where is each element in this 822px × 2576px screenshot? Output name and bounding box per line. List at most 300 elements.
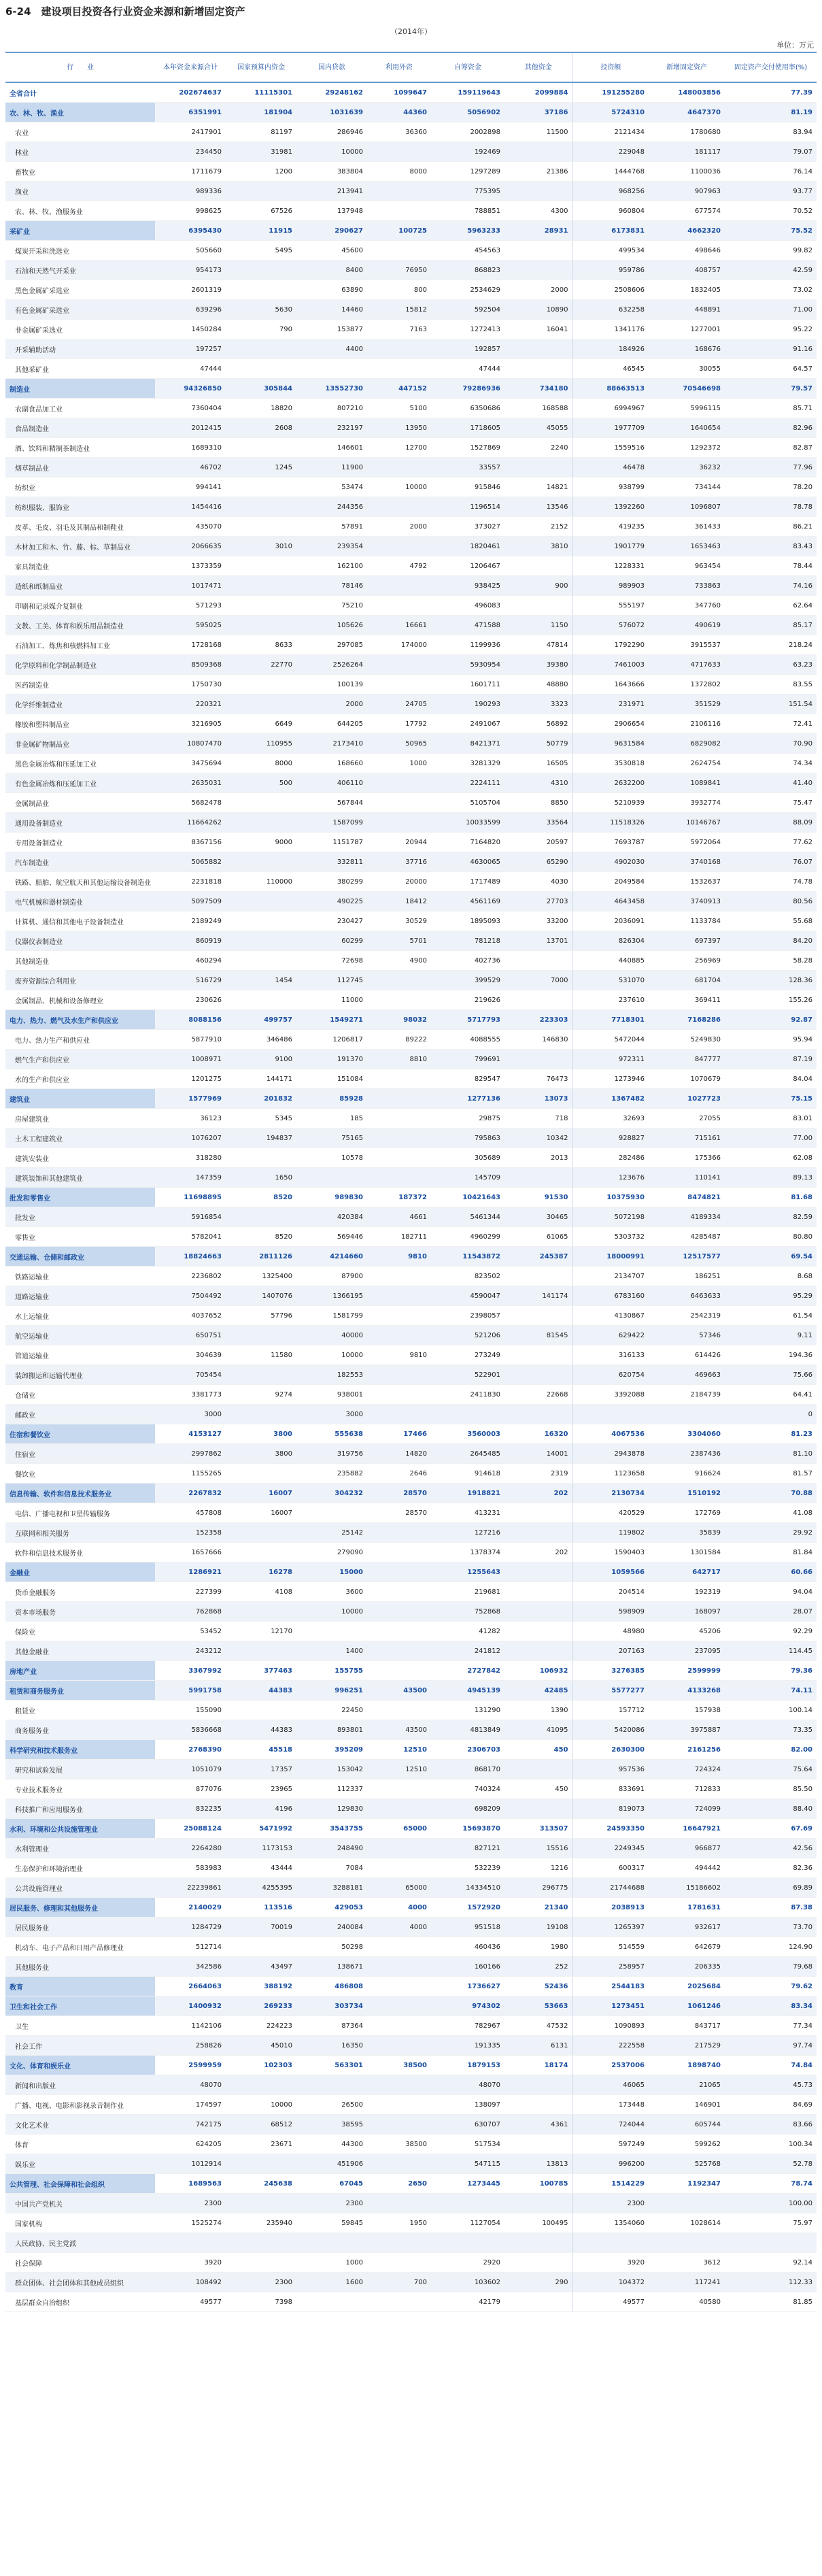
- industry-name: 居民服务、修理和其他服务业: [5, 1898, 155, 1918]
- table-cell: 877076: [155, 1779, 226, 1799]
- industry-name: 租赁和商务服务业: [5, 1681, 155, 1701]
- table-cell: [367, 2194, 431, 2213]
- industry-name: 制造业: [5, 379, 155, 399]
- table-cell: 1012914: [155, 2154, 226, 2174]
- table-cell: 5471992: [226, 1819, 296, 1839]
- table-cell: [367, 1326, 431, 1345]
- table-cell: 383804: [296, 162, 367, 182]
- category-row: [5, 1247, 817, 1267]
- table-cell: 9631584: [572, 734, 649, 754]
- table-cell: 1200: [226, 162, 296, 182]
- table-cell: 782967: [431, 2016, 504, 2036]
- table-row: [5, 892, 817, 911]
- table-cell: [226, 852, 296, 872]
- table-cell: 1901779: [572, 537, 649, 556]
- table-cell: 63890: [296, 280, 367, 300]
- table-cell: 916624: [649, 1464, 725, 1484]
- table-cell: 84.69: [725, 2095, 817, 2115]
- table-cell: 724044: [572, 2115, 649, 2135]
- table-cell: 1206467: [431, 556, 504, 576]
- table-cell: 30465: [504, 1207, 572, 1227]
- industry-name: 租赁业: [5, 1701, 155, 1720]
- table-cell: 16505: [504, 754, 572, 773]
- table-cell: 16320: [504, 1424, 572, 1444]
- table-cell: 1378374: [431, 1543, 504, 1562]
- table-cell: [226, 339, 296, 359]
- table-cell: 98032: [367, 1010, 431, 1030]
- table-cell: 833691: [572, 1779, 649, 1799]
- table-cell: 2036091: [572, 911, 649, 931]
- table-cell: 113516: [226, 1898, 296, 1918]
- table-cell: 84.04: [725, 1069, 817, 1089]
- table-cell: [367, 1089, 431, 1109]
- table-cell: 6783160: [572, 1286, 649, 1306]
- industry-name: 仓储业: [5, 1385, 155, 1405]
- table-cell: 843717: [649, 2016, 725, 2036]
- table-cell: 8520: [226, 1188, 296, 1207]
- table-cell: [367, 2095, 431, 2115]
- table-cell: 100.00: [725, 2194, 817, 2213]
- table-cell: 42.59: [725, 261, 817, 280]
- table-cell: 35839: [649, 1523, 725, 1543]
- table-cell: [504, 1168, 572, 1188]
- table-cell: 9274: [226, 1385, 296, 1405]
- table-cell: 127216: [431, 1523, 504, 1543]
- table-cell: 42179: [431, 2292, 504, 2312]
- table-cell: 893801: [296, 1720, 367, 1740]
- industry-name: 农业: [5, 122, 155, 142]
- table-cell: 80.80: [725, 1227, 817, 1247]
- table-cell: 79.07: [725, 142, 817, 162]
- table-cell: 5996115: [649, 399, 725, 418]
- table-cell: [367, 201, 431, 221]
- table-cell: 1273451: [572, 1996, 649, 2016]
- table-cell: 3367992: [155, 1661, 226, 1681]
- table-cell: [226, 931, 296, 951]
- table-cell: 4900: [367, 951, 431, 971]
- industry-name: 木材加工和木、竹、藤、棕、草制品业: [5, 537, 155, 556]
- table-cell: [504, 339, 572, 359]
- table-cell: [367, 1641, 431, 1661]
- category-row: [5, 103, 817, 122]
- table-cell: 2387436: [649, 1444, 725, 1464]
- industry-name: 农、林、牧、渔业: [5, 103, 155, 122]
- table-cell: 369411: [649, 990, 725, 1010]
- table-cell: 23965: [226, 1779, 296, 1799]
- table-cell: 75.15: [725, 1089, 817, 1109]
- unit-label: 单位：万元: [776, 41, 814, 50]
- table-cell: 27055: [649, 1109, 725, 1128]
- table-cell: 4590047: [431, 1286, 504, 1306]
- table-cell: 157712: [572, 1701, 649, 1720]
- table-cell: 10000: [367, 478, 431, 497]
- table-cell: 202: [504, 1543, 572, 1562]
- table-cell: 1076207: [155, 1128, 226, 1148]
- table-cell: 5056902: [431, 103, 504, 122]
- industry-name: 房地产业: [5, 1661, 155, 1681]
- table-cell: 175366: [649, 1148, 725, 1168]
- table-cell: 204514: [572, 1582, 649, 1602]
- table-cell: 2306703: [431, 1740, 504, 1760]
- table-cell: 650751: [155, 1326, 226, 1345]
- table-row: [5, 142, 817, 162]
- table-cell: 4088555: [431, 1030, 504, 1050]
- industry-name: 专用设备制造业: [5, 833, 155, 852]
- table-cell: 75165: [296, 1128, 367, 1148]
- table-cell: 129830: [296, 1799, 367, 1819]
- table-cell: 82.59: [725, 1207, 817, 1227]
- table-cell: [367, 241, 431, 261]
- table-cell: [649, 2233, 725, 2253]
- table-cell: 2152: [504, 517, 572, 537]
- table-cell: 963454: [649, 556, 725, 576]
- table-cell: 83.55: [725, 675, 817, 695]
- table-cell: 1031639: [296, 103, 367, 122]
- table-cell: 87364: [296, 2016, 367, 2036]
- table-cell: 137948: [296, 201, 367, 221]
- table-row: [5, 576, 817, 596]
- table-cell: 1027723: [649, 1089, 725, 1109]
- table-cell: 932617: [649, 1918, 725, 1937]
- table-cell: 6350686: [431, 399, 504, 418]
- table-cell: 1400932: [155, 1996, 226, 2016]
- table-cell: [367, 537, 431, 556]
- table-cell: 16007: [226, 1503, 296, 1523]
- table-cell: 174597: [155, 2095, 226, 2115]
- table-cell: 1525274: [155, 2213, 226, 2233]
- industry-name: 航空运输业: [5, 1326, 155, 1345]
- table-cell: [504, 1405, 572, 1424]
- table-cell: 505660: [155, 241, 226, 261]
- table-cell: 2267832: [155, 1484, 226, 1503]
- table-cell: 290627: [296, 221, 367, 241]
- column-header-foreign-investment: 利用外资: [367, 52, 431, 82]
- table-cell: 5782041: [155, 1227, 226, 1247]
- table-cell: [367, 1069, 431, 1089]
- table-cell: 8633: [226, 635, 296, 655]
- table-cell: 230427: [296, 911, 367, 931]
- table-cell: 185: [296, 1109, 367, 1128]
- table-cell: 94326850: [155, 379, 226, 399]
- table-cell: 500: [226, 773, 296, 793]
- table-cell: [296, 1622, 367, 1641]
- table-cell: 3392088: [572, 1385, 649, 1405]
- table-cell: 84.20: [725, 931, 817, 951]
- table-cell: 13950: [367, 418, 431, 438]
- category-row: [5, 1010, 817, 1030]
- table-cell: 44300: [296, 2135, 367, 2154]
- table-cell: 712833: [649, 1779, 725, 1799]
- table-cell: 332811: [296, 852, 367, 872]
- table-cell: 192857: [431, 339, 504, 359]
- table-cell: 2224111: [431, 773, 504, 793]
- table-cell: [504, 1365, 572, 1385]
- table-cell: 1879153: [431, 2056, 504, 2075]
- table-cell: 5461344: [431, 1207, 504, 1227]
- table-row: [5, 971, 817, 990]
- table-cell: 10421643: [431, 1188, 504, 1207]
- table-cell: 269233: [226, 1996, 296, 2016]
- table-cell: [504, 2253, 572, 2273]
- table-row: [5, 418, 817, 438]
- table-subtitle: （2014年）: [390, 27, 432, 36]
- table-cell: 50779: [504, 734, 572, 754]
- table-cell: 938425: [431, 576, 504, 596]
- table-row: [5, 655, 817, 675]
- table-cell: 85.50: [725, 1779, 817, 1799]
- table-cell: 532239: [431, 1858, 504, 1878]
- industry-name: 电力、热力生产和供应业: [5, 1030, 155, 1050]
- table-cell: 28.07: [725, 1602, 817, 1622]
- table-cell: [504, 1503, 572, 1523]
- table-cell: 2013: [504, 1148, 572, 1168]
- industry-name: 文化艺术业: [5, 2115, 155, 2135]
- table-cell: 153042: [296, 1760, 367, 1779]
- table-cell: 13813: [504, 2154, 572, 2174]
- table-cell: 3932774: [649, 793, 725, 813]
- table-cell: [504, 1050, 572, 1069]
- table-cell: 67526: [226, 201, 296, 221]
- table-row: [5, 2233, 817, 2253]
- table-cell: 847777: [649, 1050, 725, 1069]
- table-cell: 191255280: [572, 82, 649, 103]
- table-cell: 75.97: [725, 2213, 817, 2233]
- table-cell: 67045: [296, 2174, 367, 2194]
- industry-name: 国家机构: [5, 2213, 155, 2233]
- table-cell: 182553: [296, 1365, 367, 1385]
- table-cell: 4630065: [431, 852, 504, 872]
- table-cell: 110000: [226, 872, 296, 892]
- table-cell: 938799: [572, 478, 649, 497]
- table-cell: 2012415: [155, 418, 226, 438]
- table-cell: 8850: [504, 793, 572, 813]
- table-cell: 201832: [226, 1089, 296, 1109]
- table-cell: [226, 280, 296, 300]
- table-cell: 3560003: [431, 1424, 504, 1444]
- table-cell: [367, 1267, 431, 1286]
- table-cell: 4647370: [649, 103, 725, 122]
- table-cell: 157938: [649, 1701, 725, 1720]
- table-cell: 1792290: [572, 635, 649, 655]
- table-cell: [504, 596, 572, 616]
- table-cell: 108492: [155, 2273, 226, 2292]
- table-cell: 5877910: [155, 1030, 226, 1050]
- table-cell: 50965: [367, 734, 431, 754]
- table-cell: [226, 1148, 296, 1168]
- table-cell: 37186: [504, 103, 572, 122]
- table-cell: 1273946: [572, 1069, 649, 1089]
- table-cell: 7168286: [649, 1010, 725, 1030]
- table-cell: [367, 813, 431, 833]
- table-row: [5, 162, 817, 182]
- table-cell: 73.35: [725, 1720, 817, 1740]
- table-cell: 252: [504, 1957, 572, 1977]
- table-row: [5, 458, 817, 478]
- table-cell: 2906654: [572, 714, 649, 734]
- table-cell: 83.43: [725, 537, 817, 556]
- table-cell: 45206: [649, 1622, 725, 1641]
- table-cell: 43444: [226, 1858, 296, 1878]
- table-cell: 45055: [504, 418, 572, 438]
- table-cell: 522901: [431, 1365, 504, 1385]
- table-row: [5, 1286, 817, 1306]
- table-cell: 451906: [296, 2154, 367, 2174]
- table-cell: 85.71: [725, 399, 817, 418]
- table-cell: 4189334: [649, 1207, 725, 1227]
- table-cell: 94.04: [725, 1582, 817, 1602]
- table-row: [5, 2213, 817, 2233]
- table-row: [5, 813, 817, 833]
- table-cell: 92.29: [725, 1622, 817, 1641]
- table-row: [5, 1918, 817, 1937]
- table-cell: 7163: [367, 320, 431, 339]
- table-cell: 1372802: [649, 675, 725, 695]
- table-cell: 799691: [431, 1050, 504, 1069]
- table-cell: 10375930: [572, 1188, 649, 1207]
- table-cell: 4214660: [296, 1247, 367, 1267]
- table-cell: [367, 1128, 431, 1148]
- table-cell: 914618: [431, 1464, 504, 1484]
- table-cell: 1510192: [649, 1484, 725, 1503]
- table-row: [5, 1405, 817, 1424]
- table-row: [5, 399, 817, 418]
- table-row: [5, 182, 817, 201]
- table-cell: 3288181: [296, 1878, 367, 1898]
- table-cell: [367, 1582, 431, 1602]
- table-cell: 25088124: [155, 1819, 226, 1839]
- table-cell: 8810: [367, 1050, 431, 1069]
- table-cell: 213941: [296, 182, 367, 201]
- table-row: [5, 675, 817, 695]
- table-cell: 258957: [572, 1957, 649, 1977]
- industry-name: 燃气生产和供应业: [5, 1050, 155, 1069]
- table-cell: 14460: [296, 300, 367, 320]
- industry-name: 保险业: [5, 1622, 155, 1641]
- table-cell: 11664262: [155, 813, 226, 833]
- table-cell: [296, 2075, 367, 2095]
- table-cell: 1407076: [226, 1286, 296, 1306]
- table-cell: 256969: [649, 951, 725, 971]
- table-cell: 639296: [155, 300, 226, 320]
- table-cell: 112745: [296, 971, 367, 990]
- industry-name: 建筑业: [5, 1089, 155, 1109]
- table-cell: 5472044: [572, 1030, 649, 1050]
- table-cell: 45518: [226, 1740, 296, 1760]
- table-cell: 16041: [504, 320, 572, 339]
- category-row: [5, 1681, 817, 1701]
- table-cell: 555197: [572, 596, 649, 616]
- table-cell: [649, 1405, 725, 1424]
- table-cell: 2508606: [572, 280, 649, 300]
- table-row: [5, 1858, 817, 1878]
- table-cell: 48980: [572, 1622, 649, 1641]
- table-cell: 37716: [367, 852, 431, 872]
- table-cell: 38500: [367, 2056, 431, 2075]
- table-cell: 8000: [226, 754, 296, 773]
- industry-name: 非金属矿采选业: [5, 320, 155, 339]
- category-row: [5, 221, 817, 241]
- table-cell: 2920: [431, 2253, 504, 2273]
- table-cell: 86.21: [725, 517, 817, 537]
- table-cell: 2249345: [572, 1839, 649, 1858]
- table-cell: 105626: [296, 616, 367, 635]
- table-cell: 1297289: [431, 162, 504, 182]
- table-cell: 790: [226, 320, 296, 339]
- category-row: [5, 1977, 817, 1996]
- table-cell: 1600: [296, 2273, 367, 2292]
- table-cell: [226, 517, 296, 537]
- table-row: [5, 616, 817, 635]
- table-cell: 972311: [572, 1050, 649, 1069]
- table-cell: 2000: [504, 280, 572, 300]
- table-cell: 5303732: [572, 1227, 649, 1247]
- table-cell: 44360: [367, 103, 431, 122]
- industry-name: 社会保障: [5, 2253, 155, 2273]
- table-cell: 138671: [296, 1957, 367, 1977]
- table-cell: [226, 2253, 296, 2273]
- table-cell: 123676: [572, 1168, 649, 1188]
- table-cell: 7693787: [572, 833, 649, 852]
- table-cell: 248490: [296, 1839, 367, 1858]
- industry-name: 生态保护和环境治理业: [5, 1858, 155, 1878]
- industry-name: 非金属矿物制品业: [5, 734, 155, 754]
- table-cell: 22450: [296, 1701, 367, 1720]
- table-cell: 7164820: [431, 833, 504, 852]
- table-cell: 77.62: [725, 833, 817, 852]
- table-cell: 12510: [367, 1760, 431, 1779]
- table-cell: 1895093: [431, 911, 504, 931]
- table-cell: [367, 990, 431, 1010]
- table-cell: 4960299: [431, 1227, 504, 1247]
- table-cell: 788851: [431, 201, 504, 221]
- industry-name: 公共设施管理业: [5, 1878, 155, 1898]
- table-cell: 206335: [649, 1957, 725, 1977]
- table-row: [5, 911, 817, 931]
- industry-name: 社会工作: [5, 2036, 155, 2056]
- table-cell: 4000: [367, 1898, 431, 1918]
- table-cell: 3000: [296, 1405, 367, 1424]
- table-cell: 81.68: [725, 1188, 817, 1207]
- industry-name: 造纸和纸制品业: [5, 576, 155, 596]
- table-cell: 994141: [155, 478, 226, 497]
- table-cell: 4285487: [649, 1227, 725, 1247]
- table-cell: 217529: [649, 2036, 725, 2056]
- table-cell: 16661: [367, 616, 431, 635]
- table-cell: 3530818: [572, 754, 649, 773]
- table-cell: 5682478: [155, 793, 226, 813]
- table-cell: 81.19: [725, 103, 817, 122]
- table-cell: 2635031: [155, 773, 226, 793]
- table-cell: 245638: [226, 2174, 296, 2194]
- table-row: [5, 990, 817, 1010]
- table-cell: [367, 1109, 431, 1128]
- table-cell: 5210939: [572, 793, 649, 813]
- table-cell: 868170: [431, 1760, 504, 1779]
- table-row: [5, 1345, 817, 1365]
- column-header-industry: 行 业: [5, 52, 155, 82]
- table-cell: 4561169: [431, 892, 504, 911]
- table-row: [5, 122, 817, 142]
- table-cell: 89.13: [725, 1168, 817, 1188]
- table-cell: 62.08: [725, 1148, 817, 1168]
- table-cell: 1400: [296, 1641, 367, 1661]
- table-cell: 600317: [572, 1858, 649, 1878]
- table-cell: 131290: [431, 1701, 504, 1720]
- table-cell: 70.90: [725, 734, 817, 754]
- table-row: [5, 1030, 817, 1050]
- table-cell: 78.44: [725, 556, 817, 576]
- table-cell: 72698: [296, 951, 367, 971]
